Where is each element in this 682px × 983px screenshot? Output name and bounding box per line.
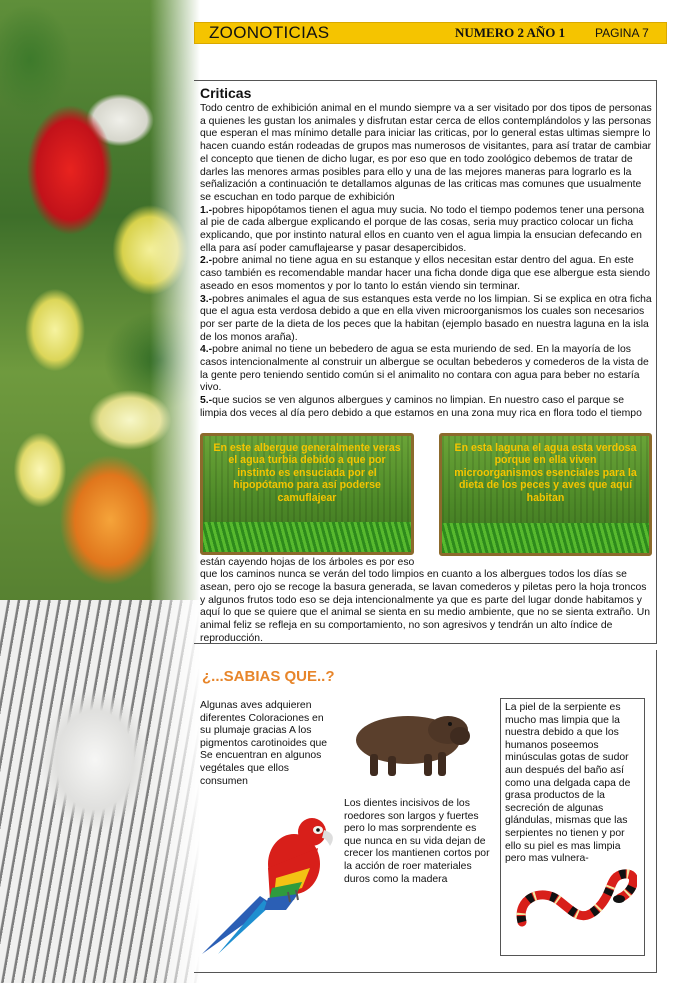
critica-item	[200, 205, 652, 256]
page-number: PAGINA 7	[595, 26, 649, 40]
critica-item	[200, 255, 652, 293]
sabias-que-title: ¿...SABIAS QUE..?	[202, 668, 335, 685]
critica-number: 4.-	[200, 344, 213, 356]
article-intro: Todo centro de exhibición animal en el mundo siempre va a ser visitado por dos tipos de personas a quienes les gustan los animales y disfrutan estar cerca de ellos contemplándolos y las personas que esperan el mas mínimo detalle para iniciar las criticas, por lo general estas ultimas siempre lo hacen cuando están rodeadas de grupos mas numerosos de visitantes, para así tratar de cambiar el concepto que tienen de dicho lugar, es por eso que en todo zoológico debemos de tratar de darles las menores armas posibles para ello y una de las mejores maneras para lograrlo es la señalización a continuación te detallamos algunas de las criticas mas comunes que usualmente se escuchan en todo parque de exhibición	[200, 103, 652, 203]
critica-item	[200, 294, 652, 345]
rodents-fact: Los dientes incisivos de los roedores son largos y fuertes pero lo mas sorprendente es que nunca en su vida dejan de crecer los mantienen cortos por la acción de roer materiales duros como la madera	[344, 798, 490, 885]
snake-fact: La piel de la serpiente es mucho mas limpia que la nuestra debido a que los humanos poseemos minúsculas gotas de sudor aun después del baño así como una delgada capa de grasa productos de la secreción de algunas glándulas, mismas que las serpientes no tienen y por ello su piel es mas limpia pero mas vulnera-	[505, 702, 631, 865]
coral-snake-image	[512, 858, 637, 936]
critica-text: pobre animal no tiene agua en su estanque y ellos necesitan estar dentro del agua. En este caso también es recomendable mandar hacer una ficha donde diga que ese albergue esta siendo aseado en esos momentos y por lo tanto lo están viendo sin terminar.	[200, 255, 650, 292]
critica-number: 1.-	[200, 204, 213, 216]
birds-fact: Algunas aves adquieren diferentes Coloraciones en su plumaje gracias A los pigmentos carotinoides que Se encuentran en algunos vegétales que ellos consumen	[200, 700, 328, 787]
issue-number: NUMERO 2 AÑO 1	[455, 25, 566, 40]
hippo-info-box	[200, 433, 414, 555]
critica-text: pobres animales el agua de sus estanques esta verde no los limpian. Si se explica en otra ficha que el agua esta verdosa debido a que en ella viven microorganismos los cuales son necesarios por ser parte de la dieta de los peces que la habitan (ejemplo basado en nuestra laguna en la isla de los monos araña).	[200, 293, 652, 343]
magazine-title: ZOONOTICIAS	[209, 23, 330, 42]
critica-text: que sucios se ven algunos albergues y caminos no limpian. En nuestro caso el parque se limpia dos veces al día pero debido a que estamos en una zona muy rica en flora todo el tiempo están cayendo hojas de los árboles es por eso que los caminos nunca se verán del todo limpios en cuanto a los albergues todos los días se asean, pero ojo se recoge la basura generada, se lavan comederos y piletas pero la hoja troncos y algunos frutos todo eso se deja intencionalmente ya que es parte del lugar donde habitamos y aquí lo que se quiere que el animal se sienta en su medio ambiente, que no se sienta extraño. Un animal feliz se refleja en su comportamiento, no son agresivos y tendrán un alto índice de reproducción.	[200, 395, 650, 644]
article-title: Criticas	[200, 85, 252, 101]
critica-number: 5.-	[200, 395, 213, 407]
criticas-article	[200, 85, 652, 646]
capybara-image	[336, 698, 476, 783]
lagoon-info-box	[439, 433, 652, 556]
photo-fade	[150, 0, 200, 983]
critica-number: 2.-	[200, 255, 213, 267]
page-header	[194, 22, 667, 44]
critica-number: 3.-	[200, 293, 213, 305]
critica-text: pobres hipopótamos tienen el agua muy sucia. No todo el tiempo podemos tener una persona al pie de cada albergue explicando el porque de las cosas, seria muy practico colocar un ficha explicando, que por instinto natural ellos en cuanto ven el agua limpia la ensucian defecando en ella para así poder camuflajearse y pasar desapercibidos.	[200, 204, 645, 254]
hippo-info-text: En este albergue generalmente veras el agua turbia debido a que por instinto es ensuciada por el hipopótamo para así poderse camuflajear	[213, 441, 401, 504]
scarlet-macaw-image	[198, 808, 348, 958]
critica-item	[200, 344, 652, 395]
critica-text: pobre animal no tiene un bebedero de agua se esta muriendo de sed. En la mayoría de los casos intencionalmente al construir un albergue se ocultan bebederos y comederos de la vista de la gente pero teniendo sentido común si el animalito no contara con agua para beber no estaría vivo.	[200, 344, 649, 394]
lagoon-info-text: En esta laguna el agua esta verdosa porque en ella viven microorganismos esenciales para la dieta de los peces y aves que aquí habitan	[454, 441, 637, 504]
jungle-photo-strip	[0, 0, 200, 983]
